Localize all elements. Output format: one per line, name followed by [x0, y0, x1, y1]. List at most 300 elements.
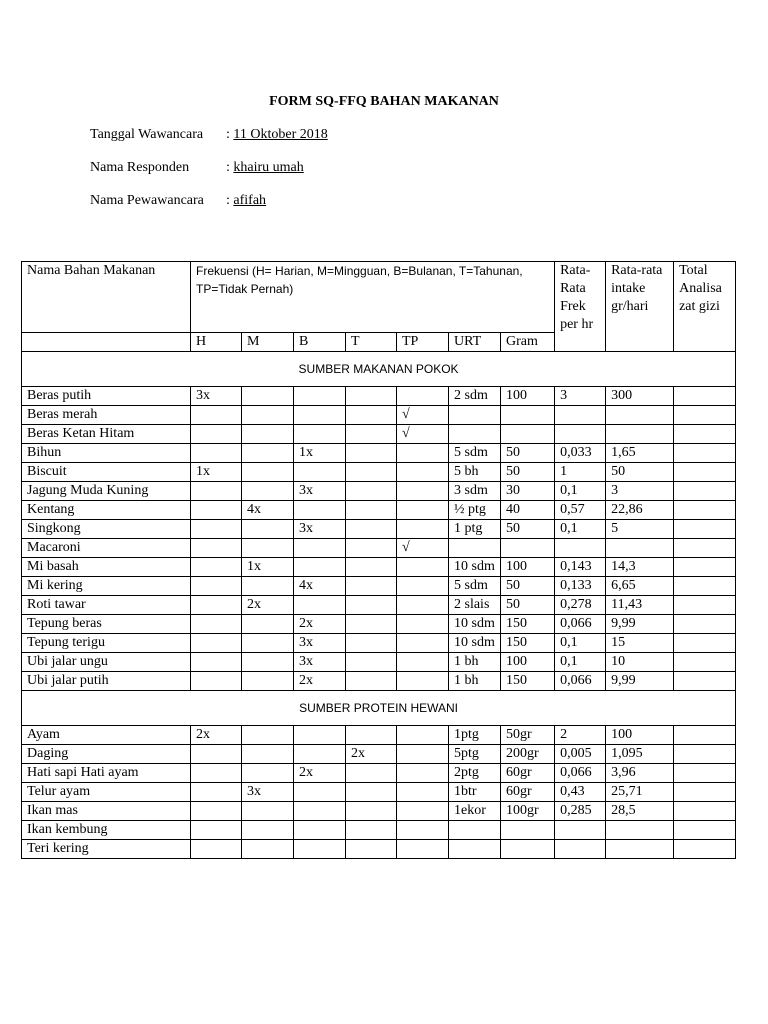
cell-freq-tp: [397, 387, 449, 406]
cell-gram: 100gr: [501, 802, 555, 821]
cell-freq-b: [294, 425, 346, 444]
cell-freq-h: [191, 802, 242, 821]
cell-freq-tp: [397, 634, 449, 653]
cell-avg-intake: 9,99: [606, 672, 674, 691]
cell-total-analysis: [674, 802, 736, 821]
cell-freq-t: [346, 482, 397, 501]
cell-freq-m: [242, 425, 294, 444]
section-title: SUMBER MAKANAN POKOK: [22, 352, 736, 387]
cell-freq-h: [191, 764, 242, 783]
cell-freq-h: [191, 520, 242, 539]
cell-freq-t: [346, 577, 397, 596]
cell-food-name: Singkong: [22, 520, 191, 539]
cell-total-analysis: [674, 444, 736, 463]
table-row: [22, 482, 736, 501]
cell-avg-freq: 2: [555, 726, 606, 745]
cell-avg-intake: 3: [606, 482, 674, 501]
cell-freq-h: [191, 840, 242, 859]
cell-urt: 2ptg: [449, 764, 501, 783]
cell-avg-intake: 6,65: [606, 577, 674, 596]
cell-urt: 1ekor: [449, 802, 501, 821]
meta-row-responden: Nama Responden : khairu umah: [90, 160, 304, 175]
cell-freq-t: [346, 783, 397, 802]
cell-food-name: Kentang: [22, 501, 191, 520]
cell-food-name: Hati sapi Hati ayam: [22, 764, 191, 783]
cell-total-analysis: [674, 577, 736, 596]
cell-freq-h: [191, 783, 242, 802]
table-row: [22, 653, 736, 672]
cell-avg-freq: 0,1: [555, 634, 606, 653]
cell-freq-t: [346, 539, 397, 558]
cell-total-analysis: [674, 615, 736, 634]
table-row: [22, 501, 736, 520]
table-row: [22, 802, 736, 821]
cell-urt: 10 sdm: [449, 615, 501, 634]
cell-avg-intake: 9,99: [606, 615, 674, 634]
cell-gram: [501, 406, 555, 425]
table-row: [22, 444, 736, 463]
cell-freq-m: [242, 726, 294, 745]
cell-freq-b: [294, 802, 346, 821]
cell-gram: 150: [501, 615, 555, 634]
cell-freq-t: [346, 634, 397, 653]
cell-freq-b: [294, 783, 346, 802]
cell-freq-b: 2x: [294, 615, 346, 634]
cell-avg-freq: [555, 840, 606, 859]
cell-food-name: Ubi jalar putih: [22, 672, 191, 691]
cell-food-name: Telur ayam: [22, 783, 191, 802]
cell-total-analysis: [674, 482, 736, 501]
cell-avg-freq: 1: [555, 463, 606, 482]
cell-avg-intake: 1,65: [606, 444, 674, 463]
cell-gram: 40: [501, 501, 555, 520]
cell-urt: ½ ptg: [449, 501, 501, 520]
cell-avg-freq: [555, 539, 606, 558]
cell-avg-freq: [555, 406, 606, 425]
cell-total-analysis: [674, 425, 736, 444]
cell-freq-h: [191, 745, 242, 764]
cell-avg-intake: 1,095: [606, 745, 674, 764]
cell-food-name: Mi basah: [22, 558, 191, 577]
cell-freq-b: 4x: [294, 577, 346, 596]
cell-freq-h: [191, 501, 242, 520]
table-row: [22, 783, 736, 802]
cell-freq-h: [191, 482, 242, 501]
cell-freq-b: [294, 840, 346, 859]
cell-total-analysis: [674, 726, 736, 745]
cell-avg-freq: 0,43: [555, 783, 606, 802]
cell-avg-intake: 14,3: [606, 558, 674, 577]
cell-freq-m: [242, 745, 294, 764]
cell-freq-h: [191, 577, 242, 596]
cell-freq-h: [191, 596, 242, 615]
cell-avg-intake: 22,86: [606, 501, 674, 520]
cell-freq-h: [191, 672, 242, 691]
cell-gram: [501, 840, 555, 859]
cell-avg-intake: [606, 425, 674, 444]
cell-gram: 50: [501, 463, 555, 482]
cell-freq-b: [294, 596, 346, 615]
header-b: B: [294, 333, 346, 352]
cell-urt: 1btr: [449, 783, 501, 802]
cell-avg-freq: 0,033: [555, 444, 606, 463]
cell-freq-h: [191, 406, 242, 425]
cell-avg-freq: 0,066: [555, 615, 606, 634]
cell-avg-freq: 0,278: [555, 596, 606, 615]
cell-freq-m: [242, 577, 294, 596]
cell-gram: 100: [501, 387, 555, 406]
cell-freq-m: 4x: [242, 501, 294, 520]
cell-avg-freq: 0,066: [555, 764, 606, 783]
cell-freq-tp: [397, 672, 449, 691]
cell-avg-freq: 0,1: [555, 653, 606, 672]
cell-avg-intake: 5: [606, 520, 674, 539]
cell-urt: 10 sdm: [449, 634, 501, 653]
cell-freq-b: 3x: [294, 520, 346, 539]
cell-food-name: Beras putih: [22, 387, 191, 406]
cell-freq-m: [242, 463, 294, 482]
cell-avg-freq: 0,133: [555, 577, 606, 596]
header-food-name: Nama Bahan Makanan: [22, 262, 191, 333]
cell-freq-t: [346, 764, 397, 783]
cell-total-analysis: [674, 634, 736, 653]
section-row: [22, 691, 736, 726]
table-row: [22, 821, 736, 840]
cell-freq-tp: [397, 726, 449, 745]
meta-label: Nama Pewawancara: [90, 193, 204, 208]
cell-avg-intake: 10: [606, 653, 674, 672]
cell-avg-intake: 28,5: [606, 802, 674, 821]
meta-label: Nama Responden: [90, 160, 190, 175]
cell-total-analysis: [674, 672, 736, 691]
cell-total-analysis: [674, 558, 736, 577]
cell-gram: 50: [501, 596, 555, 615]
header-frequency: Frekuensi (H= Harian, M=Mingguan, B=Bulanan, T=Tahunan, TP=Tidak Pernah): [191, 262, 555, 333]
cell-avg-freq: 0,57: [555, 501, 606, 520]
cell-freq-b: [294, 463, 346, 482]
cell-avg-intake: [606, 539, 674, 558]
cell-freq-tp: [397, 840, 449, 859]
cell-total-analysis: [674, 596, 736, 615]
cell-freq-m: 1x: [242, 558, 294, 577]
section-title: SUMBER PROTEIN HEWANI: [22, 691, 736, 726]
cell-urt: 2 slais: [449, 596, 501, 615]
cell-total-analysis: [674, 387, 736, 406]
cell-freq-b: [294, 406, 346, 425]
cell-freq-m: [242, 840, 294, 859]
cell-freq-m: [242, 653, 294, 672]
cell-gram: 150: [501, 634, 555, 653]
cell-freq-t: [346, 596, 397, 615]
cell-avg-intake: 11,43: [606, 596, 674, 615]
cell-food-name: Beras Ketan Hitam: [22, 425, 191, 444]
cell-avg-intake: 50: [606, 463, 674, 482]
cell-avg-freq: 3: [555, 387, 606, 406]
meta-value-pewawancara: afifah: [233, 193, 267, 208]
header-avg-frequency: Rata-Rata Frek per hr: [555, 262, 606, 352]
meta-value-tanggal: 11 Oktober 2018: [233, 127, 328, 142]
cell-freq-h: [191, 539, 242, 558]
cell-freq-t: [346, 520, 397, 539]
cell-avg-intake: 100: [606, 726, 674, 745]
cell-total-analysis: [674, 745, 736, 764]
cell-total-analysis: [674, 520, 736, 539]
cell-gram: 100: [501, 653, 555, 672]
cell-freq-t: [346, 653, 397, 672]
cell-urt: 5ptg: [449, 745, 501, 764]
cell-urt: [449, 539, 501, 558]
cell-urt: 5 sdm: [449, 577, 501, 596]
cell-freq-h: [191, 821, 242, 840]
cell-freq-tp: [397, 501, 449, 520]
cell-freq-h: [191, 653, 242, 672]
cell-freq-b: [294, 539, 346, 558]
cell-freq-b: [294, 745, 346, 764]
cell-food-name: Ubi jalar ungu: [22, 653, 191, 672]
header-h: H: [191, 333, 242, 352]
cell-freq-t: 2x: [346, 745, 397, 764]
cell-urt: [449, 821, 501, 840]
cell-freq-h: 1x: [191, 463, 242, 482]
cell-gram: 50: [501, 577, 555, 596]
cell-urt: [449, 840, 501, 859]
cell-freq-b: [294, 821, 346, 840]
cell-freq-tp: [397, 482, 449, 501]
cell-freq-t: [346, 387, 397, 406]
cell-avg-intake: 300: [606, 387, 674, 406]
header-total-analysis: Total Analisa zat gizi: [674, 262, 736, 352]
cell-freq-m: [242, 615, 294, 634]
ffq-table: [21, 261, 736, 859]
cell-freq-tp: [397, 783, 449, 802]
cell-urt: 2 sdm: [449, 387, 501, 406]
header-tp: TP: [397, 333, 449, 352]
cell-urt: 5 bh: [449, 463, 501, 482]
cell-freq-t: [346, 501, 397, 520]
cell-avg-freq: 0,1: [555, 482, 606, 501]
cell-freq-t: [346, 444, 397, 463]
cell-freq-m: [242, 764, 294, 783]
cell-food-name: Ikan kembung: [22, 821, 191, 840]
cell-freq-b: 2x: [294, 764, 346, 783]
cell-food-name: Teri kering: [22, 840, 191, 859]
cell-urt: [449, 406, 501, 425]
ffq-table-body: [22, 352, 736, 859]
cell-freq-t: [346, 425, 397, 444]
meta-label: Tanggal Wawancara: [90, 127, 204, 142]
cell-avg-intake: [606, 821, 674, 840]
cell-freq-b: 2x: [294, 672, 346, 691]
cell-freq-b: 1x: [294, 444, 346, 463]
table-row: [22, 672, 736, 691]
cell-total-analysis: [674, 501, 736, 520]
cell-freq-tp: √: [397, 539, 449, 558]
cell-freq-h: [191, 444, 242, 463]
cell-avg-intake: 15: [606, 634, 674, 653]
cell-gram: 30: [501, 482, 555, 501]
cell-total-analysis: [674, 539, 736, 558]
cell-gram: 50: [501, 444, 555, 463]
cell-freq-t: [346, 615, 397, 634]
header-avg-intake: Rata-rata intake gr/hari: [606, 262, 674, 352]
table-row: [22, 577, 736, 596]
cell-freq-m: [242, 520, 294, 539]
table-row: [22, 387, 736, 406]
cell-avg-intake: [606, 840, 674, 859]
cell-avg-freq: 0,1: [555, 520, 606, 539]
cell-total-analysis: [674, 764, 736, 783]
table-row: [22, 406, 736, 425]
header-food-name-sub: [22, 333, 191, 352]
cell-freq-tp: [397, 802, 449, 821]
cell-freq-tp: [397, 463, 449, 482]
table-row: [22, 745, 736, 764]
cell-gram: 150: [501, 672, 555, 691]
cell-urt: 5 sdm: [449, 444, 501, 463]
cell-avg-freq: 0,285: [555, 802, 606, 821]
cell-food-name: Bihun: [22, 444, 191, 463]
cell-freq-m: [242, 821, 294, 840]
table-row: [22, 520, 736, 539]
cell-urt: 1 bh: [449, 653, 501, 672]
table-row: [22, 539, 736, 558]
cell-avg-intake: [606, 406, 674, 425]
cell-food-name: Biscuit: [22, 463, 191, 482]
cell-gram: 200gr: [501, 745, 555, 764]
cell-freq-t: [346, 406, 397, 425]
cell-food-name: Macaroni: [22, 539, 191, 558]
table-row: [22, 558, 736, 577]
cell-freq-tp: [397, 615, 449, 634]
cell-freq-h: [191, 425, 242, 444]
cell-freq-tp: [397, 577, 449, 596]
cell-freq-t: [346, 463, 397, 482]
table-row: [22, 634, 736, 653]
cell-avg-intake: 3,96: [606, 764, 674, 783]
cell-urt: [449, 425, 501, 444]
cell-freq-b: 3x: [294, 482, 346, 501]
cell-freq-m: [242, 539, 294, 558]
cell-total-analysis: [674, 463, 736, 482]
cell-freq-t: [346, 558, 397, 577]
cell-total-analysis: [674, 783, 736, 802]
cell-food-name: Ayam: [22, 726, 191, 745]
cell-freq-m: 2x: [242, 596, 294, 615]
cell-freq-m: [242, 406, 294, 425]
table-row: [22, 596, 736, 615]
cell-freq-b: 3x: [294, 653, 346, 672]
meta-row-tanggal: Tanggal Wawancara : 11 Oktober 2018: [90, 127, 328, 142]
cell-food-name: Beras merah: [22, 406, 191, 425]
table-row: [22, 764, 736, 783]
header-m: M: [242, 333, 294, 352]
meta-row-pewawancara: Nama Pewawancara : afifah: [90, 193, 267, 208]
cell-total-analysis: [674, 840, 736, 859]
cell-gram: 50gr: [501, 726, 555, 745]
cell-freq-t: [346, 802, 397, 821]
cell-avg-intake: 25,71: [606, 783, 674, 802]
cell-freq-b: [294, 558, 346, 577]
cell-freq-tp: [397, 558, 449, 577]
cell-freq-tp: [397, 596, 449, 615]
cell-gram: 60gr: [501, 764, 555, 783]
cell-total-analysis: [674, 406, 736, 425]
cell-avg-freq: [555, 821, 606, 840]
cell-freq-h: 3x: [191, 387, 242, 406]
cell-food-name: Tepung beras: [22, 615, 191, 634]
cell-freq-h: [191, 615, 242, 634]
cell-food-name: Daging: [22, 745, 191, 764]
cell-gram: 100: [501, 558, 555, 577]
cell-urt: 10 sdm: [449, 558, 501, 577]
cell-freq-tp: [397, 444, 449, 463]
cell-avg-freq: 0,143: [555, 558, 606, 577]
cell-freq-b: [294, 387, 346, 406]
cell-avg-freq: 0,066: [555, 672, 606, 691]
cell-freq-m: [242, 482, 294, 501]
cell-food-name: Mi kering: [22, 577, 191, 596]
cell-avg-freq: 0,005: [555, 745, 606, 764]
cell-freq-m: 3x: [242, 783, 294, 802]
cell-freq-t: [346, 821, 397, 840]
cell-avg-freq: [555, 425, 606, 444]
cell-food-name: Jagung Muda Kuning: [22, 482, 191, 501]
cell-freq-t: [346, 726, 397, 745]
table-row: [22, 726, 736, 745]
cell-freq-m: [242, 802, 294, 821]
header-urt: URT: [449, 333, 501, 352]
table-row: [22, 840, 736, 859]
table-row: [22, 425, 736, 444]
cell-total-analysis: [674, 653, 736, 672]
cell-gram: 60gr: [501, 783, 555, 802]
cell-food-name: Tepung terigu: [22, 634, 191, 653]
cell-freq-h: [191, 634, 242, 653]
cell-freq-tp: [397, 745, 449, 764]
cell-freq-m: [242, 672, 294, 691]
cell-freq-h: 2x: [191, 726, 242, 745]
meta-value-responden: khairu umah: [233, 160, 304, 175]
cell-food-name: Roti tawar: [22, 596, 191, 615]
cell-freq-b: 3x: [294, 634, 346, 653]
cell-freq-m: [242, 444, 294, 463]
cell-gram: [501, 539, 555, 558]
cell-gram: [501, 425, 555, 444]
cell-freq-tp: √: [397, 406, 449, 425]
section-row: [22, 352, 736, 387]
cell-freq-b: [294, 501, 346, 520]
cell-freq-m: [242, 387, 294, 406]
cell-freq-t: [346, 840, 397, 859]
table-row: [22, 615, 736, 634]
cell-urt: 1 bh: [449, 672, 501, 691]
header-t: T: [346, 333, 397, 352]
table-row: [22, 463, 736, 482]
cell-freq-t: [346, 672, 397, 691]
cell-freq-tp: [397, 520, 449, 539]
cell-urt: 1ptg: [449, 726, 501, 745]
form-title: FORM SQ-FFQ BAHAN MAKANAN: [269, 94, 499, 109]
cell-freq-tp: [397, 821, 449, 840]
cell-freq-m: [242, 634, 294, 653]
cell-freq-tp: √: [397, 425, 449, 444]
cell-freq-h: [191, 558, 242, 577]
cell-total-analysis: [674, 821, 736, 840]
header-gram: Gram: [501, 333, 555, 352]
cell-gram: [501, 821, 555, 840]
cell-freq-tp: [397, 653, 449, 672]
cell-freq-tp: [397, 764, 449, 783]
